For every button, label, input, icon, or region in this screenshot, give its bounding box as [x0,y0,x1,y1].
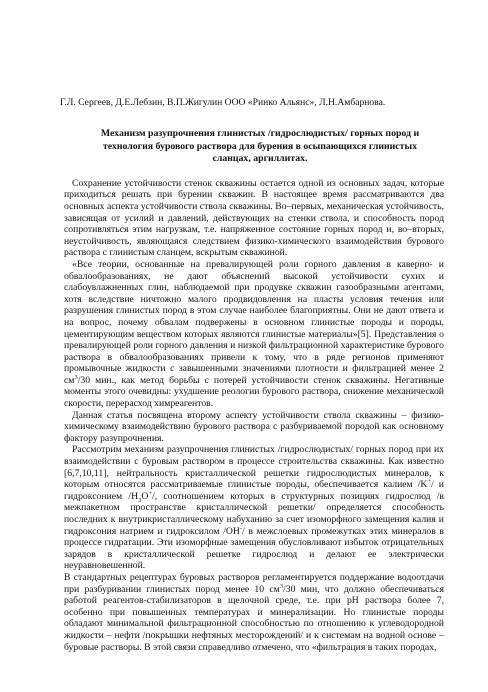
superscript-cm3: 3 [74,373,78,381]
paragraph-5 [64,572,444,653]
superscript-plus-h3o: + [148,489,153,497]
paragraph-5-part-b: /30 мин, что должно обеспечиваться работой реагентов-стабилизаторов в щелочной среде, т.е. при pH раствора более 7, особенно при повышенных температурах и минерализации. Но глинистые породы обладают минимальной фильтрационной способностью по отношению к углеводородной жидкости – нефти /покрышки нефтяных месторождений/ и к системам на водной основе – буровые растворы. В этой связи справедливо отмечено, что «фильтрация в таких породах, [64,583,444,653]
article-body [64,178,444,653]
paragraph-4-part-d: /, соотношением которых в структурных позициях гидрослюд /в межпакетном пространстве кристаллической решетки/ определяется способность последних к внутрикристаллическому набуханию за счет изоморфного замещения калия и гидроксония натрием и гидроксилом /OH [64,490,445,537]
superscript-minus-oh: - [239,524,243,532]
paragraph-2 [64,259,444,410]
paragraph-4 [64,444,444,572]
paragraph-4-part-a: Рассмотрим механизм разупрочнения глинистых /гидрослюдистых/ горных пород при их взаимодействии с буровым раствором в процессе строительства скважины. Как известно [6,7,10,11], нейтральность кристаллической решетки гидрослюдистых минералов, к которым относятся рассматриваемые глинистые породы, обеспечивается калием /K [64,444,444,491]
paragraph-3: Данная статья посвящена второму аспекту устойчивости ствола скважины – физико-химическому взаимодействию бурового раствора с разбуриваемой породой как основному фактору разупрочнения. [64,409,444,444]
paragraph-4-part-c: O [141,490,149,502]
paragraph-4-part-e: / в межслоевых промежутках этих минералов в процессе гидратации. Эти изоморфные замещения обусловливают избыток отрицательных зарядов в кристаллической решетке гидрослюд и делают ее электрически неуравновешенной. [64,525,445,572]
superscript-cm3-2: 3 [279,582,284,590]
paragraph-5-part-a: В стандартных рецептурах буровых растворов регламентируется поддержание водоотдачи при разбуривании глинистых пород менее 10 см [64,571,444,595]
authors-line: Г.Л. Сергеев, Д.Е.Лебзин, В.П.Жигулин ООО «Ринко Альянс», Л.Н.Амбарнова. [60,97,386,108]
article-title: Механизм разупрочнения глинистых /гидрослюдистых/ горных пород и технология бурового раствора для бурения в осыпающихся глинистых сланцах, аргиллитах. [100,128,420,165]
paragraph-2-part-b: /30 мин., как метод борьбы с потерей устойчивости стенок скважины. Негативные моменты этого очевидны: ухудшение реологии бурового раствора, снижение механической скорости, перерасход химреагентов. [64,374,444,410]
subscript-3: 3 [138,496,142,504]
paragraph-2-part-a: «Все теории, основанные на превалирующей роли горного давления в каверно- и обвалообразованиях, не дают объяснений высокой устойчивости сухих и слабоувлажненных глин, наблюдаемой при продувке скважин газообразными агентами, хотя вследствие ничтожно малого продвидовления на пласты условия течения или разрушения глинистых пород в этом случае наиболее благоприятны. Они не дают ответа и на вопрос, почему обвалам подвержены в основном глинистые породы и породы, цементирующим веществом которых являются глинистые материалы»[5]. Представления о превалирующей роли горного давления и низкой фильтрационной характеристике бурового раствора в обвалообразованиях привели к тому, что в ряде регионов применяют промывочные жидкости с завышенными значениями плотности и фильтрацией менее 2 см [64,258,444,386]
paragraph-4-part-b: / и гидроксонием /H [64,479,444,502]
superscript-plus-k: + [427,477,432,485]
paragraph-1: Сохранение устойчивости стенок скважины остается одной из основных задач, которые приходиться решать при бурении скважин. В настоящее время рассматриваются два основных аспекта устойчивости ствола скважины. Во–первых, механическая устойчивость, зависящая от усилий и давлений, действующих на стенки ствола, и способность пород сопротивляться этим нагрузкам, т.е. напряженное состояние горных пород и, во–вторых, неустойчивость, являющаяся следствием физико-химического взаимодействия бурового раствора с глинистым сланцем, вскрытым скважиной. [64,177,444,259]
